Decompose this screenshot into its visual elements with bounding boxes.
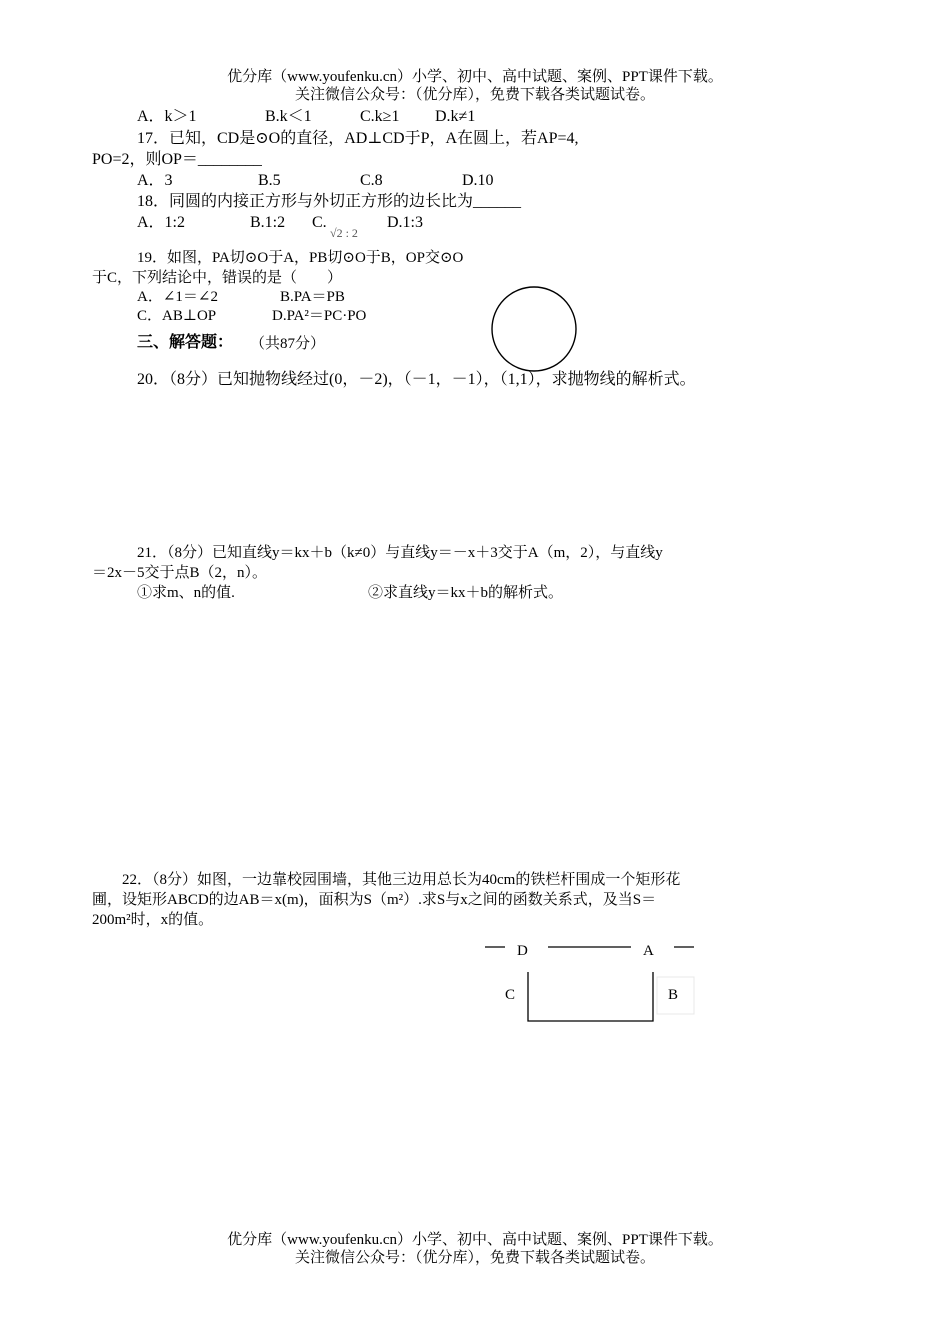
q17-stem-line-1: 17．已知，CD是⊙O的直径，AD⊥CD于P，A在圆上，若AP=4, (137, 130, 579, 147)
footer-line-2: 关注微信公众号：（优分库），免费下载各类试题试卷。 (294, 1250, 655, 1266)
q16-option-d: D.k≠1 (435, 108, 476, 125)
section-3-note: （共87分） (250, 336, 326, 352)
q22-stem-line-3: 200m²时，x的值。 (92, 912, 214, 928)
q21-stem-line-1: 21．（8分）已知直线y＝kx＋b（k≠0）与直线y＝－x＋3交于A（m，2），与直线y (137, 545, 663, 561)
q18-option-c: C. (312, 214, 327, 231)
q19-circle-figure (492, 287, 576, 371)
figure-label-b: B (668, 987, 679, 1003)
q18-option-c-radical: √2 : 2 (330, 226, 358, 240)
q17-option-d: D.10 (462, 172, 494, 189)
footer-line-1: 优分库（www.youfenku.cn）小学、初中、高中试题、案例、PPT课件下载。 (227, 1232, 723, 1248)
q17-stem-line-2: PO=2，则OP＝________ (92, 151, 262, 168)
q21-part-1: ①求m、n的值. (137, 585, 235, 601)
figure-label-d: D (517, 943, 528, 959)
q19-option-d: D.PA²＝PC·PO (272, 308, 367, 324)
q22-stem-line-2: 圃，设矩形ABCD的边AB＝x(m)，面积为S（m²）.求S与x之间的函数关系式，及当S＝ (92, 892, 657, 908)
header-line-2: 关注微信公众号：（优分库），免费下载各类试题试卷。 (294, 87, 655, 103)
q16-option-b: B.k＜1 (265, 108, 312, 125)
q17-option-b: B.5 (258, 172, 281, 189)
q18-option-a: A．1:2 (137, 214, 186, 231)
q18-option-b: B.1:2 (250, 214, 286, 231)
q18-option-d: D.1:3 (387, 214, 423, 231)
q21-part-2: ②求直线y＝kx＋b的解析式。 (368, 585, 564, 601)
q16-option-a: A．k＞1 (137, 108, 197, 125)
q17-option-c: C.8 (360, 172, 383, 189)
q18-stem: 18．同圆的内接正方形与外切正方形的边长比为______ (137, 193, 522, 210)
q19-stem-line-1: 19．如图，PA切⊙O于A，PB切⊙O于B，OP交⊙O (137, 250, 464, 266)
q17-option-a: A．3 (137, 172, 173, 189)
q20-text: 20．（8分）已知抛物线经过(0，－2)，（－1，－1），（1,1），求抛物线的解析式。 (137, 371, 696, 388)
q19-option-b: B.PA＝PB (280, 289, 345, 305)
section-3-title: 三、解答题： (137, 334, 234, 351)
header-line-1: 优分库（www.youfenku.cn）小学、初中、高中试题、案例、PPT课件下载。 (227, 69, 723, 85)
q19-option-a: A．∠1＝∠2 (137, 289, 218, 305)
q16-option-c: C.k≥1 (360, 108, 400, 125)
q22-stem-line-1: 22．（8分）如图，一边靠校园围墙，其他三边用总长为40cm的铁栏杆围成一个矩形花 (122, 872, 681, 888)
figure-label-a: A (643, 943, 654, 959)
q19-stem-line-2: 于C，下列结论中，错误的是（ ） (92, 270, 343, 286)
q21-stem-line-2: ＝2x－5交于点B（2，n）。 (92, 565, 268, 581)
q19-option-c: C．AB⊥OP (137, 308, 217, 324)
figure-label-c: C (505, 987, 516, 1003)
fence-rectangle (528, 972, 653, 1021)
